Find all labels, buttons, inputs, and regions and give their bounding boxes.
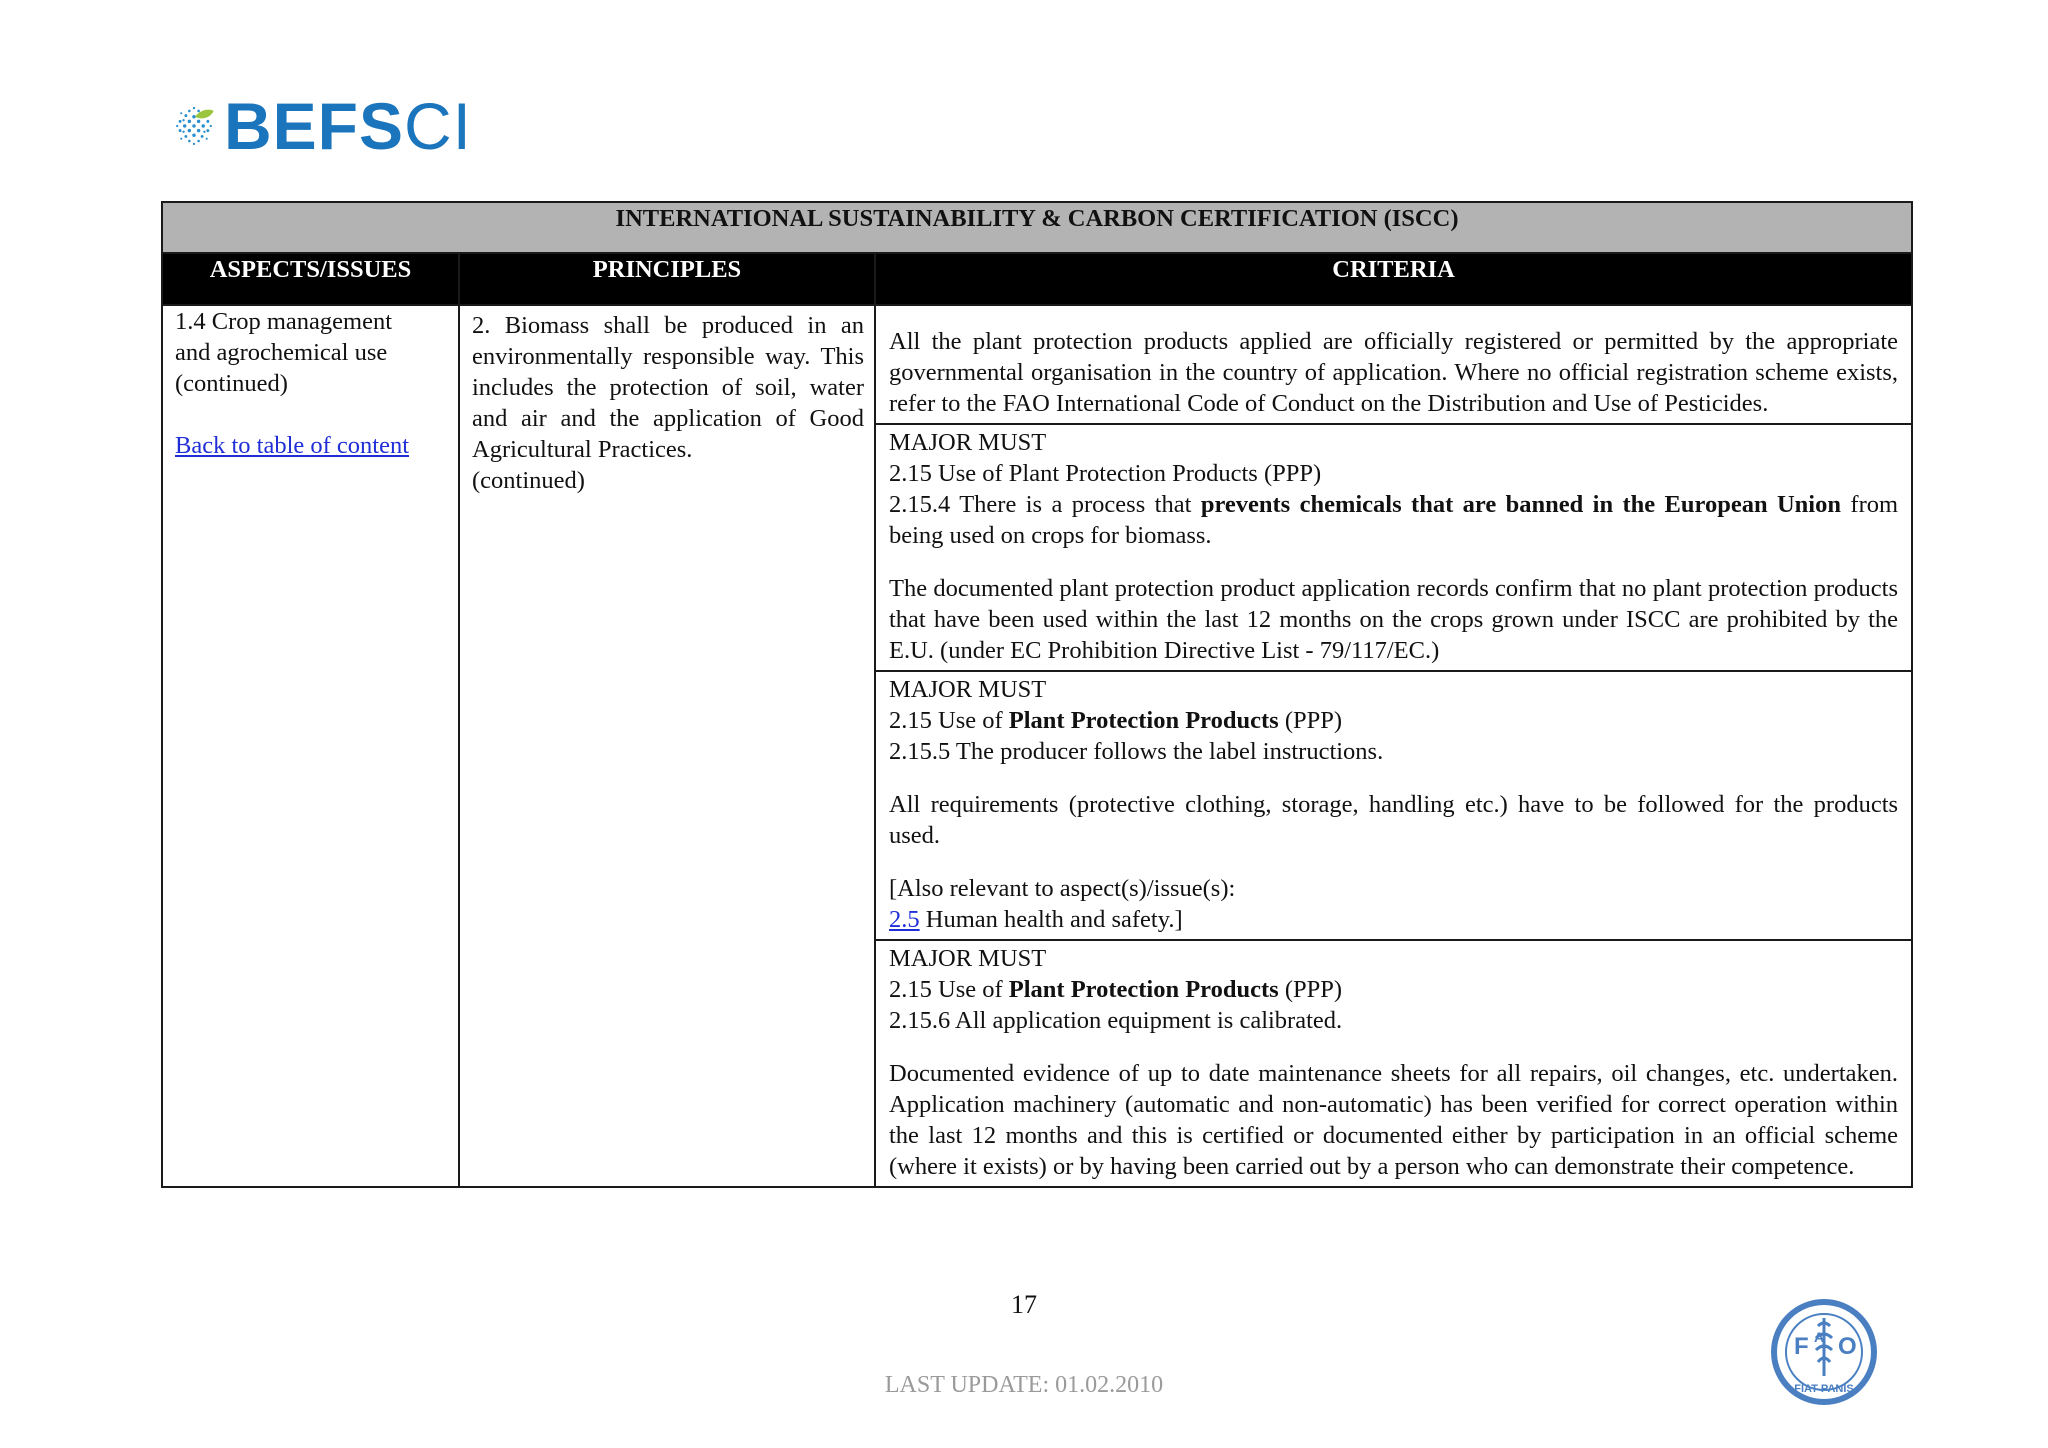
criterion-3-detail: All requirements (protective clothing, storage, handling etc.) have to be followed for the products used. xyxy=(889,791,1899,849)
criterion-1-text: All the plant protection products applied are officially registered or permitted by the appropriate governmental organisation in the country of application. Where no official registration scheme exists, refer to the FAO International Code of Conduct on the Distribution and Use of Pesticides. xyxy=(889,328,1899,417)
criterion-2-section: 2.15 Use of Plant Protection Products (PPP) xyxy=(889,460,1322,487)
befsci-logo xyxy=(172,84,472,168)
criterion-4-section: 2.15 Use of Plant Protection Products (PPP) xyxy=(889,976,1343,1003)
back-to-toc-link[interactable]: Back to table of content xyxy=(175,432,410,459)
criterion-2-detail: The documented plant protection product application records confirm that no plant protection products that have been used within the last 12 months on the crops grown under ISCC are prohibited by the E.U. (under EC Prohibition Directive List - 79/117/EC.) xyxy=(889,575,1899,664)
criterion-cell-3 xyxy=(875,671,1912,940)
aspect-line-3: (continued) xyxy=(175,370,288,397)
logo-wordmark: BEFSCI xyxy=(223,89,472,163)
criterion-3-also-line: 2.5 Human health and safety.] xyxy=(889,906,1183,933)
criterion-cell-2 xyxy=(875,424,1912,671)
fao-letter-f: F xyxy=(1794,1333,1809,1360)
last-update: LAST UPDATE: 01.02.2010 xyxy=(884,1372,1164,1398)
criterion-4-detail: Documented evidence of up to date maintenance sheets for all repairs, oil changes, etc. undertaken. Application machinery (automatic and non-automatic) has been verified for correct operation within the last 12 months and this is certified or documented either by participation in an official scheme (where it exists) or by having been carried out by a person who can demonstrate their competence. xyxy=(889,1060,1899,1180)
table-title: INTERNATIONAL SUSTAINABILITY & CARBON CERTIFICATION (ISCC) xyxy=(162,202,1912,253)
criterion-cell-1 xyxy=(875,305,1912,424)
criterion-3-section: 2.15 Use of Plant Protection Products (PPP) xyxy=(889,707,1343,734)
principle-text: 2. Biomass shall be produced in an environmentally responsible way. This includes the protection of soil, water and air and the application of Good Agricultural Practices. xyxy=(472,312,864,463)
fao-letter-a: A xyxy=(1814,1329,1825,1345)
iscc-criteria-table xyxy=(161,201,1913,1188)
criterion-4-item: 2.15.6 All application equipment is calibrated. xyxy=(889,1007,1343,1034)
aspect-line-1: 1.4 Crop management xyxy=(175,308,393,335)
page-number: 17 xyxy=(1011,1290,1037,1319)
criterion-3-item: 2.15.5 The producer follows the label instructions. xyxy=(889,738,1384,765)
principle-continued: (continued) xyxy=(472,467,585,494)
criterion-3-also-relevant: [Also relevant to aspect(s)/issue(s): xyxy=(889,875,1236,902)
criterion-3-level: MAJOR MUST xyxy=(889,676,1047,703)
column-header-criteria: CRITERIA xyxy=(875,253,1912,305)
aspect-line-2: and agrochemical use xyxy=(175,339,388,366)
principle-cell xyxy=(459,305,875,1187)
fao-logo xyxy=(1768,1296,1880,1408)
globe-leaf-icon xyxy=(172,88,216,164)
fao-letter-o: O xyxy=(1838,1333,1857,1360)
aspect-2-5-link[interactable]: 2.5 xyxy=(889,906,920,933)
column-header-aspects: ASPECTS/ISSUES xyxy=(162,253,459,305)
criterion-2-item: 2.15.4 There is a process that prevents chemicals that are banned in the European Union from being used on crops for biomass. xyxy=(889,491,1899,549)
criterion-2-level: MAJOR MUST xyxy=(889,429,1047,456)
aspect-cell xyxy=(162,305,459,1187)
criterion-cell-4 xyxy=(875,940,1912,1187)
fao-motto: FIAT PANIS xyxy=(1794,1383,1854,1395)
criterion-4-level: MAJOR MUST xyxy=(889,945,1047,972)
column-header-principles: PRINCIPLES xyxy=(459,253,875,305)
